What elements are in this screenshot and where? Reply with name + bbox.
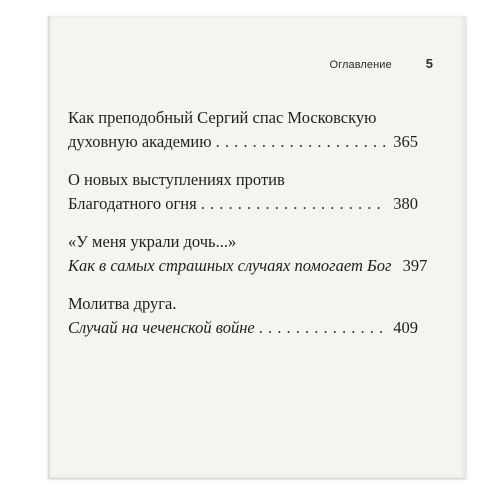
toc-entry bbox=[68, 292, 418, 340]
page-binding-shadow bbox=[48, 16, 51, 478]
toc-line bbox=[68, 130, 418, 154]
book-page bbox=[48, 16, 466, 478]
dot-leader bbox=[201, 192, 386, 216]
toc-page-number: 397 bbox=[402, 256, 428, 275]
toc-line bbox=[68, 316, 418, 340]
toc-entry-title: «У меня украли дочь...» bbox=[68, 232, 237, 251]
toc-entry-title: духовную академию bbox=[68, 132, 212, 151]
toc-entry-title: Благодатного огня bbox=[68, 194, 197, 213]
toc-line bbox=[68, 254, 428, 278]
dot-leader bbox=[216, 130, 386, 154]
toc-page-number: 380 bbox=[393, 194, 418, 213]
page-number: 5 bbox=[425, 56, 433, 71]
toc-line bbox=[68, 192, 418, 216]
toc-line bbox=[68, 292, 418, 316]
toc-line bbox=[68, 230, 418, 254]
toc-entry-title: Молитва друга. bbox=[68, 294, 177, 313]
toc-entry-title: Как преподобный Сергий спас Московскую bbox=[68, 108, 377, 127]
toc-line bbox=[68, 168, 418, 192]
toc-entry-title: О новых выступлениях против bbox=[68, 170, 285, 189]
running-head bbox=[329, 56, 433, 71]
toc-page-number: 365 bbox=[393, 132, 418, 151]
running-title: Оглавление bbox=[329, 59, 392, 71]
toc-entry-subtitle: Случай на чеченской войне bbox=[68, 318, 255, 337]
toc-line bbox=[68, 106, 418, 130]
toc-entry-subtitle: Как в самых страшных случаях помогает Бог bbox=[68, 256, 392, 275]
toc-entry bbox=[68, 106, 418, 154]
toc-page-number: 409 bbox=[393, 318, 418, 337]
toc-entry bbox=[68, 168, 418, 216]
dot-leader bbox=[259, 316, 386, 340]
table-of-contents bbox=[68, 106, 428, 354]
toc-entry bbox=[68, 230, 428, 278]
